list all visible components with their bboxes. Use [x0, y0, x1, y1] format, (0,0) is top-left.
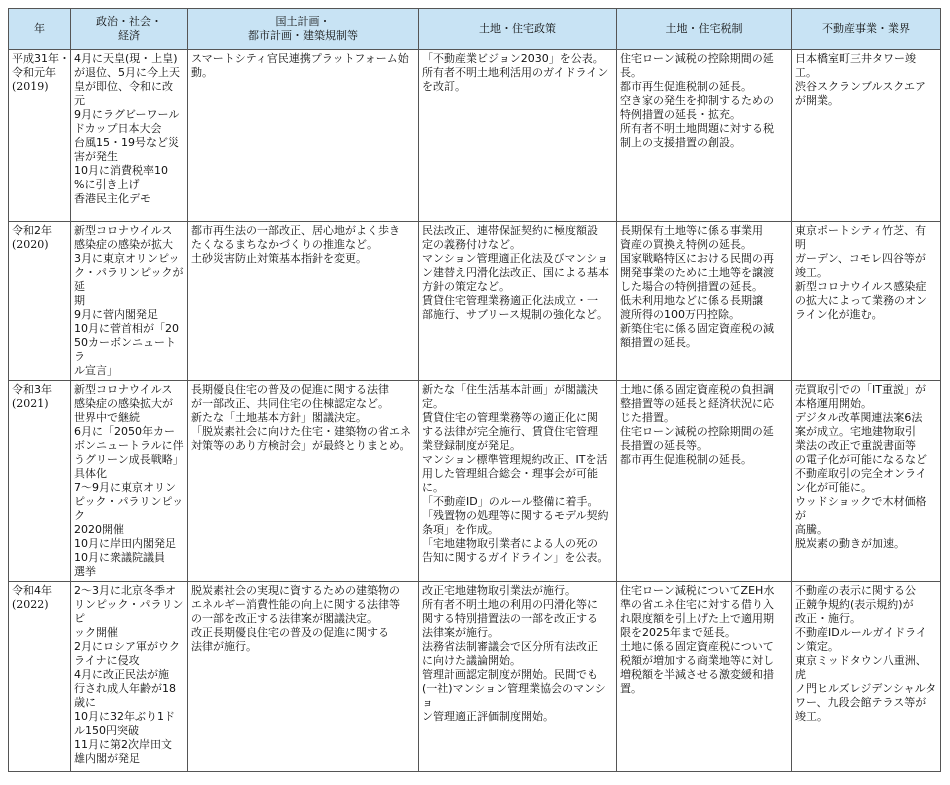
cell-line: 日本橋室町三井タワー竣 [795, 52, 916, 65]
cell-line: が一部改正、共同住宅の住棟認定など。 [191, 397, 389, 410]
cell-line: ン建替え円滑化法改正、国による基本 [422, 266, 609, 279]
cell-line: 期 [74, 294, 85, 307]
cell-line: マンション標準管理規約改正、ITを活 [422, 453, 608, 466]
cell-line: 土地に係る固定資産税について [620, 640, 774, 653]
table-row [9, 50, 941, 222]
cell-line: 新型コロナウイルス [74, 383, 173, 396]
cell-line: 高騰。 [795, 523, 828, 536]
cell-line: ク・パラリンピックが延 [74, 266, 184, 293]
cell-line: リンピック・パラリンピ [74, 598, 184, 625]
cell-line: 告知に関するガイドライン」を公表。 [422, 551, 609, 564]
header-text: 年 [34, 22, 45, 35]
cell-line: 渡所得の100万円控除。 [620, 308, 740, 321]
cell-line: 台風15・19号など災 [74, 136, 179, 149]
header-text: 土地・住宅政策 [479, 22, 556, 35]
planning-cell [188, 582, 419, 772]
cell-line: 10月に消費税率10 [74, 164, 168, 177]
cell-line: 改正長期優良住宅の普及の促進に関する [191, 626, 389, 639]
cell-line: 11月に第2次岸田文 [74, 738, 172, 751]
cell-line: じた措置。 [620, 411, 675, 424]
cell-line: 選挙 [74, 565, 96, 578]
cell-line: 2〜3月に北京冬季オ [74, 584, 176, 597]
cell-line: 新たな「土地基本方針」閣議決定。 [191, 411, 367, 424]
cell-line: 住宅ローン減税の控除期間の延 [620, 52, 774, 65]
header-text: 政治・社会・ [96, 15, 162, 28]
cell-line: 部施行、サブリース規制の強化など。 [422, 308, 609, 321]
cell-line: が退位、5月に今上天 [74, 66, 180, 79]
cell-line: ック開催 [74, 626, 118, 639]
cell-line: 2月にロシア軍がウク [74, 640, 180, 653]
cell-line: ライナに侵攻 [74, 654, 140, 667]
header-industry [792, 9, 941, 50]
cell-line: する法律が完全施行、賃貸住宅管理 [422, 425, 598, 438]
cell-line: 関する特別措置法の一部を改正する [422, 612, 598, 625]
cell-line: 2020開催 [74, 523, 124, 536]
cell-line: 皇が即位、令和に改 [74, 80, 173, 93]
header-text: 土地・住宅税制 [665, 22, 743, 35]
header-tax [617, 9, 792, 50]
cell-line: 増税額を半減させる激変緩和措 [620, 668, 774, 681]
cell-line: 改正・施行。 [795, 612, 861, 625]
politics-cell [71, 381, 188, 582]
year-label: 令和元年 [12, 66, 56, 79]
industry-cell [792, 50, 941, 222]
cell-line: 土地に係る固定資産税の負担調 [620, 383, 774, 396]
cell-line: 不動産取引の完全オンライ [795, 467, 927, 480]
cell-line: 4月に改正民法が施 [74, 668, 169, 681]
politics-cell [71, 582, 188, 772]
cell-line: 10月に岸田内閣発足 [74, 537, 176, 550]
cell-line: たくなるまちなかづくりの推進など。 [191, 238, 378, 251]
cell-line: 10月に菅首相が「20 [74, 322, 179, 335]
cell-line: 10月に衆議院議員 [74, 551, 165, 564]
cell-line: 制上の支援措置の創設。 [620, 136, 741, 149]
year-cell [9, 50, 71, 222]
cell-line: 業登録制度が発足。 [422, 439, 521, 452]
policy-cell [419, 381, 617, 582]
cell-line: が開業。 [795, 94, 839, 107]
cell-line: 渋谷スクランブルスクエア [795, 80, 927, 93]
cell-line: した場合の特例措置の延長。 [620, 280, 763, 293]
cell-line: ノ門ヒルズレジデンシャルタ [795, 682, 937, 695]
cell-line: 香港民主化デモ [74, 192, 151, 205]
cell-line: 所有者不明土地問題に対する税 [620, 122, 774, 135]
cell-line: 案が成立。宅地建物取引 [795, 425, 916, 438]
tax-cell [617, 381, 792, 582]
cell-line: 低未利用地などに係る長期譲 [620, 294, 763, 307]
politics-cell [71, 222, 188, 381]
cell-line: 税額が増加する商業地等に対し [620, 654, 774, 667]
cell-line: 新築住宅に係る固定資産税の減 [620, 322, 774, 335]
cell-line: ドカップ日本大会 [74, 122, 162, 135]
table-row [9, 381, 941, 582]
year-label: 令和2年 [12, 224, 52, 237]
planning-cell [188, 222, 419, 381]
cell-line: 竣工。 [795, 710, 828, 723]
cell-line: エネルギー消費性能の向上に関する法律等 [191, 598, 400, 611]
planning-cell [188, 50, 419, 222]
cell-line: 7〜9月に東京オリン [74, 481, 176, 494]
cell-line: ル150円突破 [74, 724, 139, 737]
cell-line: 管理計画認定制度が開始。民間でも [422, 668, 598, 681]
cell-line: に向けた議論開始。 [422, 654, 521, 667]
cell-line: 「宅地建物取引業者による人の死の [422, 537, 598, 550]
cell-line: 所有者不明土地利活用のガイドライン [422, 66, 609, 79]
cell-line: ピック・パラリンピック [74, 495, 184, 522]
tax-cell [617, 222, 792, 381]
industry-cell [792, 222, 941, 381]
cell-line: 条項」を作成。 [422, 523, 499, 536]
header-politics [71, 9, 188, 50]
cell-line: 感染症の感染が拡大 [74, 238, 173, 251]
cell-line: 準の省エネ住宅に対する借り入 [620, 598, 774, 611]
cell-line: ン策定。 [795, 640, 839, 653]
cell-line: 東京ミッドタウン八重洲、虎 [795, 654, 927, 681]
cell-line: マンション管理適正化法及びマンショ [422, 252, 609, 265]
cell-line: 法律案が施行。 [422, 626, 499, 639]
cell-line: ガーデン、コモレ四谷等が [795, 252, 926, 265]
cell-line: 法務省法制審議会で区分所有法改正 [422, 640, 598, 653]
cell-line: 整措置等の延長と経済状況に応 [620, 397, 774, 410]
header-text: 国土計画・ [275, 15, 331, 28]
cell-line: 対策等のあり方検討会」が最終とりまとめ。 [191, 439, 411, 452]
cell-line: 脱炭素社会の実現に資するための建築物の [191, 584, 400, 597]
cell-line: ン管理適正評価制度開始。 [422, 710, 554, 723]
cell-line: 「不動産業ビジョン2030」を公表。 [422, 52, 604, 65]
cell-line: 額措置の延長。 [620, 336, 697, 349]
cell-line: 開発事業のために土地等を譲渡 [620, 266, 774, 279]
cell-line: 空き家の発生を抑制するための [620, 94, 774, 107]
history-table-container [8, 8, 941, 772]
cell-line: 長措置の延長等。 [620, 439, 708, 452]
cell-line: 新型コロナウイルス感染症 [795, 280, 927, 293]
cell-line: 雄内閣が発足 [74, 752, 140, 765]
cell-line: 10月に32年ぶり1ド [74, 710, 175, 723]
cell-line: %に引き上げ [74, 178, 140, 191]
cell-line: 6月に「2050年カー [74, 425, 175, 438]
cell-line: 竣工。 [795, 266, 828, 279]
policy-cell [419, 582, 617, 772]
cell-line: 置。 [620, 682, 642, 695]
cell-line: に。 [422, 481, 444, 494]
cell-line: 国家戦略特区における民間の再 [620, 252, 774, 265]
year-label: (2020) [12, 238, 49, 251]
year-label: (2019) [12, 80, 49, 93]
cell-line: 限を2025年まで延長。 [620, 626, 736, 639]
cell-line: 脱炭素の動きが加速。 [795, 537, 905, 550]
cell-line: 所有者不明土地の利用の円滑化等に [422, 598, 598, 611]
cell-line: 元 [74, 94, 85, 107]
cell-line: 害が発生 [74, 150, 118, 163]
cell-line: 都市再生法の一部改正、居心地がよく歩き [191, 224, 400, 237]
cell-line: の一部を改正する法律案が閣議決定。 [191, 612, 378, 625]
tax-cell [617, 50, 792, 222]
year-cell [9, 381, 71, 582]
tax-cell [617, 582, 792, 772]
year-label: (2021) [12, 397, 49, 410]
cell-line: 法律が施行。 [191, 640, 257, 653]
year-cell [9, 582, 71, 772]
cell-line: 「脱炭素社会に向けた住宅・建築物の省エネ [191, 425, 411, 438]
year-label: (2022) [12, 598, 49, 611]
cell-line: 東京ポートシティ竹芝、有明 [795, 224, 927, 251]
year-cell [9, 222, 71, 381]
header-text: 都市計画・建築規制等 [248, 29, 358, 42]
cell-line: 業法の改正で重説書面等 [795, 439, 916, 452]
cell-line: 新たな「住生活基本計画」が閣議決 [422, 383, 598, 396]
cell-line: (一社)マンション管理業協会のマンショ [422, 682, 606, 709]
cell-line: 定。 [422, 397, 444, 410]
cell-line: 都市再生促進税制の延長。 [620, 453, 752, 466]
cell-line: 正競争規約(表示規約)が [795, 598, 914, 611]
cell-line: 不動産の表示に関する公 [795, 584, 916, 597]
cell-line: 売買取引での「IT重説」が [795, 383, 926, 396]
cell-line: スマートシティ官民連携プラットフォーム始動。 [191, 52, 409, 79]
cell-line: 長期保有土地等に係る事業用 [620, 224, 763, 237]
cell-line: 世界中で継続 [74, 411, 140, 424]
policy-cell [419, 50, 617, 222]
cell-line: 定の義務付けなど。 [422, 238, 521, 251]
header-planning [188, 9, 419, 50]
cell-line: 具体化 [74, 467, 107, 480]
industry-cell [792, 582, 941, 772]
cell-line: 4月に天皇(現・上皇) [74, 52, 178, 65]
cell-line: 方針の策定など。 [422, 280, 510, 293]
cell-line: れ限度額を引上げた上で適用期 [620, 612, 774, 625]
cell-line: 長。 [620, 66, 642, 79]
cell-line: 「残置物の処理等に関するモデル契約 [422, 509, 609, 522]
cell-line: うグリーン成長戦略」 [74, 453, 184, 466]
cell-line: 3月に東京オリンピッ [74, 252, 180, 265]
cell-line: 用した管理組合総会・理事会が可能 [422, 467, 598, 480]
table-row [9, 222, 941, 381]
cell-line: の拡大によって業務のオン [795, 294, 927, 307]
cell-line: 9月に菅内閣発足 [74, 308, 158, 321]
politics-cell [71, 50, 188, 222]
cell-line: 土砂災害防止対策基本指針を変更。 [191, 252, 367, 265]
cell-line: 9月にラグビーワール [74, 108, 180, 121]
cell-line: の電子化が可能になるなど [795, 453, 927, 466]
cell-line: 賃貸住宅管理業務適正化法成立・一 [422, 294, 598, 307]
cell-line: 不動産IDルールガイドライ [795, 626, 927, 639]
header-text: 経済 [118, 29, 140, 42]
year-label: 平成31年・ [12, 52, 70, 65]
cell-line: 都市再生促進税制の延長。 [620, 80, 752, 93]
cell-line: 50カーボンニュートラ [74, 336, 176, 363]
cell-line: 民法改正、連帯保証契約に極度額設 [422, 224, 598, 237]
cell-line: 長期優良住宅の普及の促進に関する法律 [191, 383, 389, 396]
planning-cell [188, 381, 419, 582]
cell-line: 改正宅地建物取引業法が施行。 [422, 584, 576, 597]
year-label: 令和3年 [12, 383, 52, 396]
cell-line: ン化が可能に。 [795, 481, 872, 494]
header-text: 不動産事業・業界 [822, 22, 910, 35]
cell-line: 工。 [795, 66, 817, 79]
year-label: 令和4年 [12, 584, 52, 597]
header-policy [419, 9, 617, 50]
real-estate-history-table [8, 8, 941, 772]
cell-line: 「不動産ID」のルール整備に着手。 [422, 495, 599, 508]
cell-line: ル宣言」 [74, 364, 118, 377]
header-row [9, 9, 941, 50]
cell-line: 行され成人年齢が18 [74, 682, 176, 695]
cell-line: ワー、九段会館テラス等が [795, 696, 927, 709]
policy-cell [419, 222, 617, 381]
cell-line: 特例措置の延長・拡充。 [620, 108, 741, 121]
cell-line: 新型コロナウイルス [74, 224, 173, 237]
cell-line: を改訂。 [422, 80, 466, 93]
cell-line: デジタル改革関連法案6法 [795, 411, 923, 424]
cell-line: ボンニュートラルに伴 [74, 439, 184, 452]
cell-line: ウッドショックで木材価格が [795, 495, 927, 522]
industry-cell [792, 381, 941, 582]
cell-line: 本格運用開始。 [795, 397, 872, 410]
cell-line: 感染症の感染拡大が [74, 397, 173, 410]
cell-line: ライン化が進む。 [795, 308, 883, 321]
cell-line: 歳に [74, 696, 96, 709]
cell-line: 住宅ローン減税の控除期間の延 [620, 425, 774, 438]
cell-line: 住宅ローン減税についてZEH水 [620, 584, 775, 597]
table-row [9, 582, 941, 772]
cell-line: 賃貸住宅の管理業務等の適正化に関 [422, 411, 598, 424]
header-year [9, 9, 71, 50]
cell-line: 資産の買換え特例の延長。 [620, 238, 752, 251]
